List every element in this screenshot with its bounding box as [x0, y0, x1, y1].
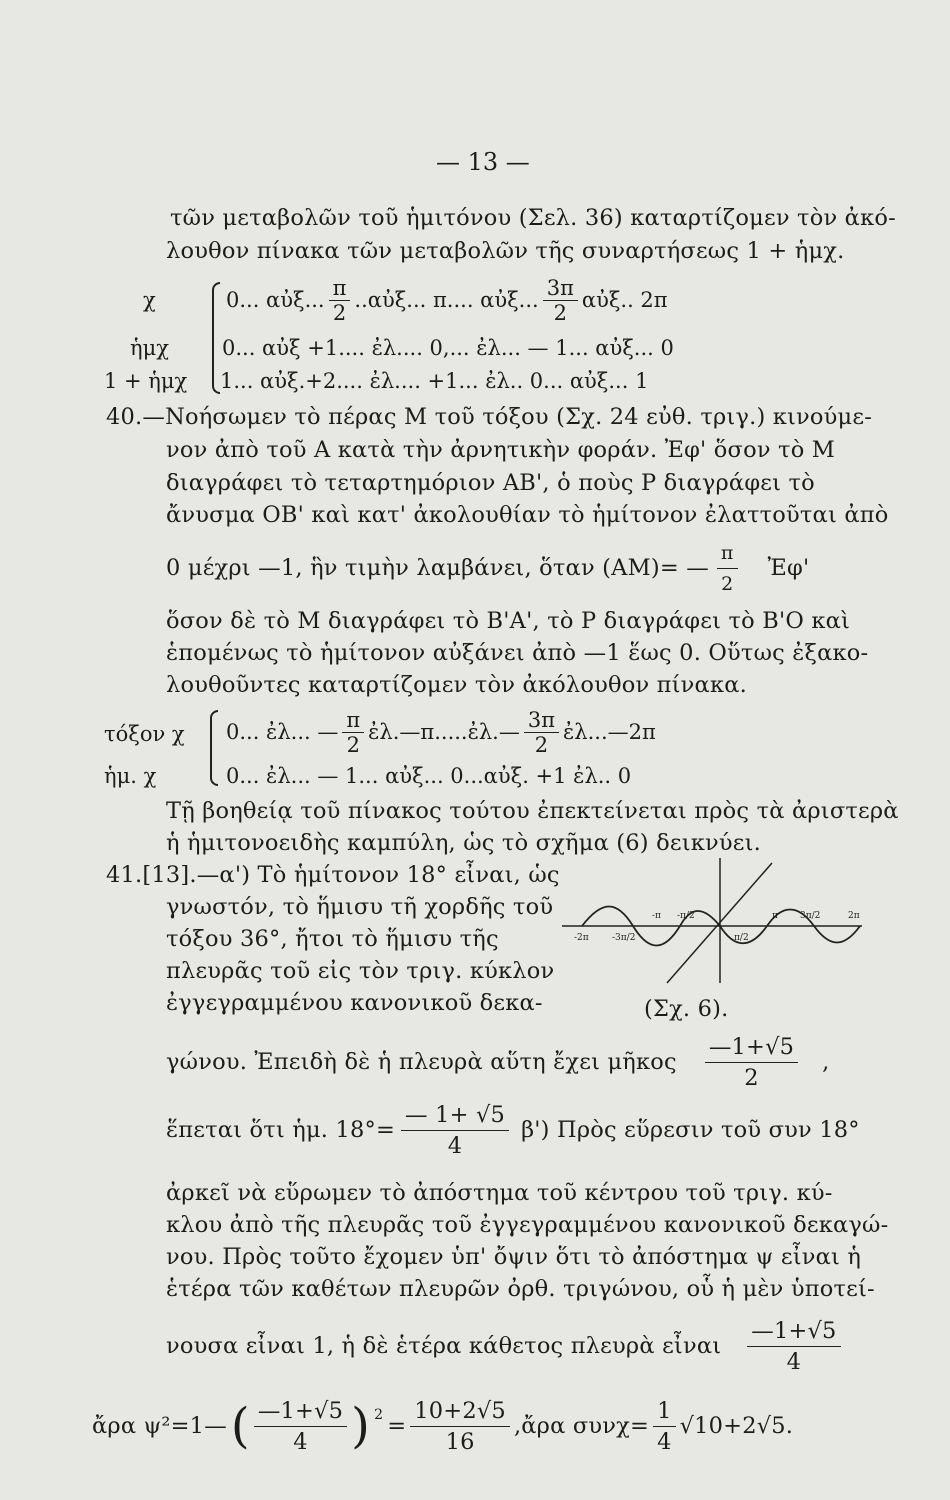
figure-caption: (Σχ. 6). — [644, 996, 729, 1022]
text-line: διαγράφει τὸ τεταρτημόριον ΑΒ', ὁ ποὺς Ρ διαγράφει τὸ — [166, 470, 815, 496]
fraction-3pi-over-2: $\frac{3\pi}{2}$ — [543, 276, 578, 325]
tick-label: -3π/2 — [612, 933, 636, 943]
text-line: Τῇ βοηθείᾳ τοῦ πίνακος τούτου ἐπεκτείνεται πρὸς τὰ ἀριστερὰ — [166, 798, 899, 824]
table-row-1-plus-sinx: 1... αὐξ.+2.... ἐλ.... +1... ἐλ.. 0... αὐξ... 1 — [220, 369, 649, 393]
text-segment: ἕπεται ὅτι ἡμ. 18°= — [166, 1117, 396, 1143]
text-line: τῶν μεταβολῶν τοῦ ἡμιτόνου (Σελ. 36) καταρτίζομεν τὸν ἀκό- — [170, 205, 896, 231]
exponent: 2 — [374, 1407, 384, 1423]
text-line: κλου ἀπὸ τῆς πλευρᾶς τοῦ ἐγγεγραμμένου κανονικοῦ δεκαγώ- — [166, 1212, 889, 1238]
text-line: 40.—Νοήσωμεν τὸ πέρας Μ τοῦ τόξου (Σχ. 24 εὐθ. τριγ.) κινούμε- — [106, 404, 873, 430]
tick-label: 2π — [848, 911, 860, 921]
text-line: ἡ ἡμιτονοειδὴς καμπύλη, ὡς τὸ σχῆμα (6) δεικνύει. — [166, 830, 762, 856]
fraction-pi-over-2: $\frac{\pi}{2}$ — [342, 708, 364, 757]
text-line: λουθον πίνακα τῶν μεταβολῶν τῆς συναρτήσεως 1 + ἡμχ. — [166, 238, 845, 264]
table-cell: ..αὐξ... π.... αὐξ... — [354, 288, 539, 312]
tick-label: π/2 — [734, 933, 749, 943]
text-segment: ,ἄρα συνχ= — [513, 1413, 650, 1439]
tick-label: -2π — [574, 933, 589, 943]
fraction-side-length: $\frac{—1+√5}{2}$ — [705, 1032, 798, 1093]
table-label-sinx: ἡμχ — [130, 336, 169, 360]
text-segment: Ἐφ' — [767, 555, 810, 581]
text-line: τόξου 36°, ἤτοι τὸ ἥμισυ τῆς — [166, 926, 499, 952]
table-cell: ἐλ.—π.....ἐλ.— — [368, 720, 520, 744]
text-line-with-fraction — [166, 540, 809, 596]
text-segment: νουσα εἶναι 1, ἡ δὲ ἑτέρα κάθετος πλευρὰ εἶναι — [166, 1333, 722, 1359]
table-row-sinx: 0... αὐξ +1.... ἐλ.... 0,... ἐλ... — 1... αὐξ... 0 — [222, 336, 674, 360]
fraction-sin18: $\frac{— 1+ √5}{4}$ — [401, 1100, 509, 1161]
close-paren: ) — [351, 1398, 371, 1454]
table-label-arc: τόξον χ — [104, 722, 185, 746]
table-brace — [210, 710, 218, 786]
fraction-other-side: $\frac{—1+√5}{4}$ — [747, 1316, 840, 1377]
fraction-pi-over-2: $\frac{\pi}{2}$ — [329, 276, 351, 325]
tick-label: 3π/2 — [800, 911, 821, 921]
table-row-x — [226, 274, 668, 326]
table-row-arc — [226, 704, 656, 760]
tick-label: π — [772, 911, 778, 921]
text-line: ἑτέρα τῶν καθέτων πλευρῶν ὀρθ. τριγώνου, οὗ ἡ μὲν ὑποτεί- — [166, 1276, 875, 1302]
fraction-psi-inner: $\frac{—1+√5}{4}$ — [254, 1396, 347, 1457]
text-line: ἄνυσμα ΟΒ' καὶ κατ' ἀκολουθίαν τὸ ἡμίτονον ἐλαττοῦται ἀπὸ — [166, 502, 889, 528]
tick-label: -π/2 — [677, 911, 695, 921]
table-label-x: χ — [143, 288, 156, 312]
text-line: ἑπομένως τὸ ἡμίτονον αὐξάνει ἀπὸ —1 ἕως 0. Οὕτως ἐξακο- — [166, 640, 869, 666]
text-segment: √10+2√5. — [679, 1413, 794, 1439]
text-line: ὅσον δὲ τὸ Μ διαγράφει τὸ Β'Α', τὸ Ρ διαγράφει τὸ Β'Ο καὶ — [166, 608, 851, 634]
table-label-sin: ἡμ. χ — [104, 764, 157, 788]
fraction-one-quarter: $\frac{1}{4}$ — [653, 1396, 676, 1457]
text-segment: β') Πρὸς εὕρεσιν τοῦ συν 18° — [521, 1117, 860, 1143]
table-cell: αὐξ.. 2π — [581, 288, 668, 312]
text-line: νον ἀπὸ τοῦ Α κατὰ τὴν ἀρνητικὴν φοράν. Ἐφ' ὅσον τὸ Μ — [166, 437, 836, 463]
text-line: 41.[13].—α') Τὸ ἡμίτονον 18° εἶναι, ὡς — [106, 862, 560, 888]
text-line-with-fraction — [166, 1314, 841, 1378]
tick-label: -π — [652, 911, 661, 921]
table-cell: ἐλ...—2π — [563, 720, 656, 744]
fraction-pi-over-2: $\frac{\pi}{2}$ — [717, 538, 738, 599]
text-line: γνωστόν, τὸ ἥμισυ τῆ χορδῆς τοῦ — [166, 894, 554, 920]
table-row-sin: 0... ἐλ... — 1... αὐξ... 0...αὐξ. +1 ἐλ.. 0 — [226, 764, 632, 788]
text-line: ἀρκεῖ νὰ εὕρωμεν τὸ ἀπόστημα τοῦ κέντρου τοῦ τριγ. κύ- — [166, 1180, 833, 1206]
text-line: λουθοῦντες καταρτίζομεν τὸν ἀκόλουθον πίνακα. — [166, 672, 747, 698]
table-label-1-plus-sinx: 1 + ἡμχ — [104, 369, 188, 393]
text-segment: 0 μέχρι —1, ἣν τιμὴν λαμβάνει, ὅταν (ΑΜ)= — — [166, 555, 709, 581]
text-segment: = — [387, 1413, 407, 1439]
text-segment: γώνου. Ἐπειδὴ δὲ ἡ πλευρὰ αὕτη ἔχει μῆκος — [166, 1049, 677, 1075]
text-segment: ἄρα ψ²=1— — [92, 1413, 227, 1439]
text-line: πλευρᾶς τοῦ εἰς τὸν τριγ. κύκλον — [166, 958, 555, 984]
text-line-with-fraction — [166, 1030, 830, 1094]
fraction-3pi-over-2: $\frac{3\pi}{2}$ — [524, 708, 559, 757]
table-cell: 0... αὐξ... — [226, 288, 325, 312]
text-line: νου. Πρὸς τοῦτο ἔχομεν ὑπ' ὄψιν ὅτι τὸ ἀπόστημα ψ εἶναι ἡ — [166, 1244, 862, 1270]
formula-sin18 — [166, 1098, 860, 1162]
page-number: — 13 — — [436, 148, 530, 176]
table-cell: 0... ἐλ... — — [226, 720, 339, 744]
formula-psi-and-cos — [92, 1390, 793, 1462]
sine-curve-figure — [562, 848, 872, 988]
open-paren: ( — [230, 1398, 250, 1454]
text-line: ἐγγεγραμμένου κανονικοῦ δεκα- — [166, 990, 543, 1016]
text-segment: , — [822, 1049, 830, 1075]
fraction-psi-result: $\frac{10+2√5}{16}$ — [410, 1396, 510, 1457]
table-brace — [212, 282, 220, 394]
